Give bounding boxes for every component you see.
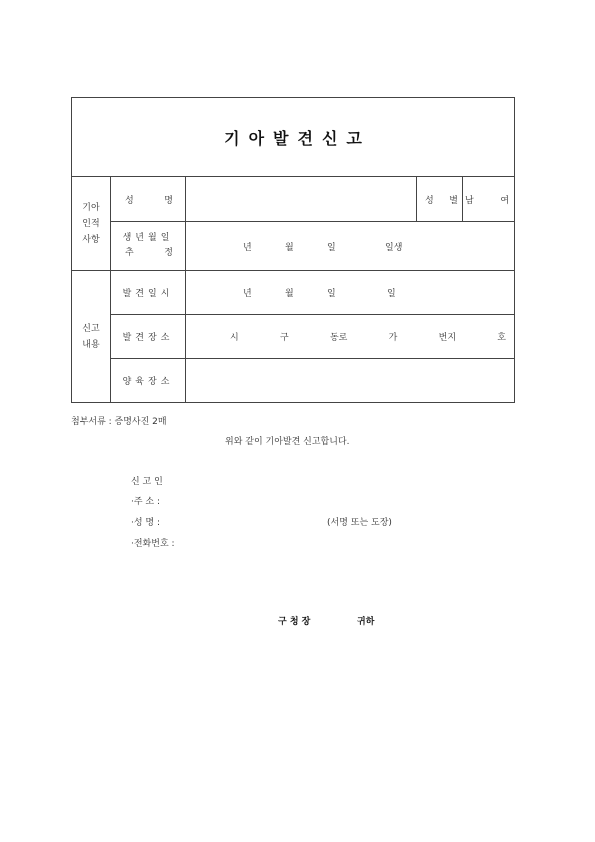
care-place-field[interactable] (186, 359, 515, 403)
care-place-label: 양육장소 (122, 377, 174, 387)
section-report-label (72, 321, 110, 353)
gender-label-char2: 별 (449, 195, 458, 206)
title-cell (72, 98, 515, 177)
name-label-char2: 명 (164, 195, 173, 206)
section-label-line: 사항 (82, 234, 100, 245)
found-place-label: 발견장소 (122, 333, 174, 343)
birth-day-unit: 일 (327, 242, 336, 253)
sign-note: (서명 또는 도장) (327, 518, 392, 528)
reporter-address-row[interactable] (131, 494, 188, 507)
found-hour-unit: 일 (387, 289, 396, 299)
birth-label-cell (111, 222, 186, 271)
address-ho-unit: 호 (497, 333, 506, 343)
address-district-unit: 구 (279, 333, 289, 343)
gender-label-char1: 성 (425, 195, 434, 206)
reporter-address-label: ·주 소 : (131, 497, 161, 507)
name-label-cell (111, 177, 186, 222)
section-child-info-label (72, 200, 110, 248)
report-form-table (71, 97, 515, 403)
reporter-phone-row[interactable] (131, 536, 188, 549)
recipient-office: 구 청 장 (278, 617, 311, 627)
gender-field[interactable] (463, 177, 515, 222)
birth-label-line1: 생년월일 (122, 233, 174, 243)
section-label-line: 신고 (82, 323, 100, 334)
birth-label-char2: 정 (164, 248, 173, 258)
address-city-unit: 시 (230, 333, 239, 343)
found-datetime-field[interactable] (186, 271, 515, 315)
reporter-phone-label: ·전화번호 : (131, 539, 175, 549)
section-label-line: 내용 (82, 339, 100, 350)
reporter-heading: 신 고 인 (131, 477, 163, 487)
address-ga-unit: 가 (388, 333, 398, 343)
address-lot-unit: 번지 (438, 333, 457, 343)
birth-field[interactable] (186, 222, 515, 271)
found-day-unit: 일 (327, 289, 336, 299)
found-datetime-label: 발견일시 (122, 289, 174, 299)
section-label-line: 인적 (82, 218, 100, 229)
recipient-honorific: 귀하 (357, 617, 375, 627)
found-datetime-label-cell (111, 271, 186, 315)
address-dong-unit: 동로 (329, 333, 348, 343)
name-label-char1: 성 (125, 195, 134, 206)
section-child-info (72, 177, 111, 271)
section-report (72, 271, 111, 403)
attachment-note: 첨부서류 : 증명사진 2매 (71, 417, 167, 427)
form-title: 기아발견신고 (224, 128, 371, 148)
section-label-line: 기아 (82, 202, 100, 213)
found-month-unit: 월 (285, 289, 294, 299)
gender-option-male[interactable]: 남 (465, 195, 474, 206)
reporter-name-row[interactable] (131, 515, 188, 528)
birth-year-unit: 년 (243, 242, 252, 253)
found-place-field[interactable] (186, 315, 515, 359)
gender-option-female[interactable]: 여 (500, 195, 510, 206)
birth-month-unit: 월 (285, 242, 294, 253)
birth-days-old-unit: 일생 (385, 242, 403, 253)
name-field[interactable] (186, 177, 417, 222)
found-place-label-cell (111, 315, 186, 359)
found-year-unit: 년 (243, 289, 252, 299)
reporter-name-label: ·성 명 : (131, 518, 161, 528)
care-place-label-cell (111, 359, 186, 403)
birth-label-char1: 추 (125, 248, 134, 258)
gender-label-cell (417, 177, 463, 222)
statement: 위와 같이 기아발견 신고합니다. (225, 437, 350, 447)
